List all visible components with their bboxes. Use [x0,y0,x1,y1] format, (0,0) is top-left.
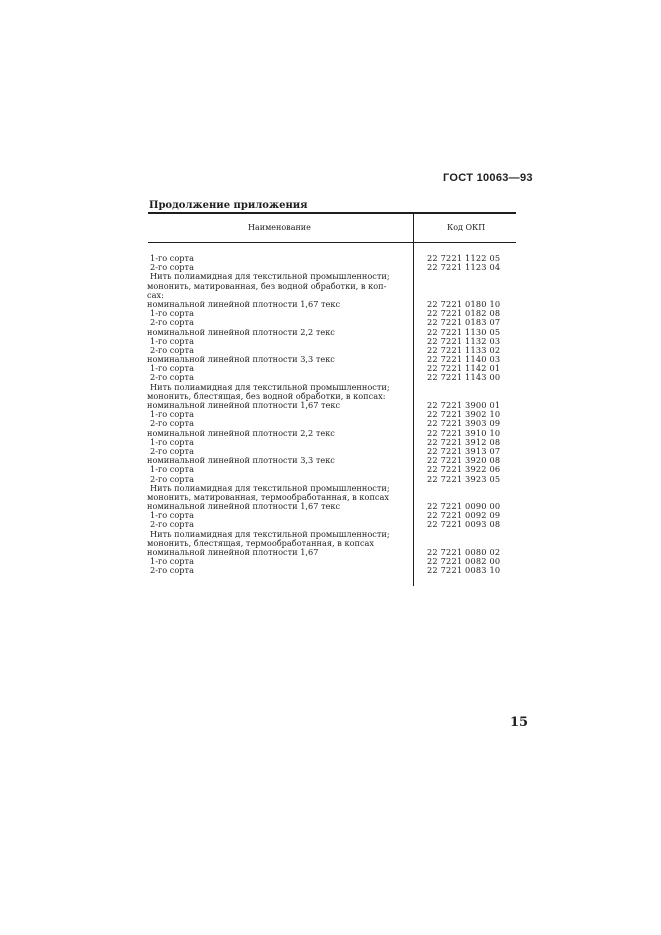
row-name: 2-го сорта [150,446,194,456]
table-row [147,566,517,575]
row-okp-code: 22 7221 3912 08 [427,436,501,447]
column-header-code: Код ОКП [447,223,486,232]
row-name: номинальной линейной плотности 3,3 текс [147,456,335,466]
row-name: номинальной линейной плотности 1,67 текс [147,401,341,410]
table-row [147,475,517,484]
row-okp-code [409,484,517,493]
row-name: номинальной линейной плотности 2,2 текс [147,428,335,438]
row-name: Нить полиамидная для текстильной промышленности; [150,272,390,282]
row-name: Нить полиамидная для текстильной промышленности; [150,382,390,392]
row-name: мононить, матированная, термообработанная, в копсах [147,492,389,502]
row-name: номинальной линейной плотности 1,67 текс [147,502,341,512]
row-okp-code: 22 7221 0182 08 [427,308,501,319]
table-row [147,530,517,539]
row-okp-code: 22 7221 0092 09 [427,510,501,521]
row-name: номинальной линейной плотности 3,3 текс [147,355,335,365]
row-okp-code: 22 7221 1132 03 [427,335,501,346]
table-header-rule [148,242,516,243]
row-name: сах: [147,290,164,300]
table-top-rule [148,212,516,214]
row-name: мононить, блестящая, термообработанная, в копсах [147,538,375,548]
row-name: 2-го сорта [150,373,194,383]
table-caption: Продолжение приложения [149,200,308,211]
row-name: 1-го сорта [150,557,194,567]
table-row [147,383,517,392]
row-name: 1-го сорта [150,437,194,447]
row-name: Нить полиамидная для текстильной промышленности; [150,529,390,539]
row-okp-code: 22 7221 0183 07 [427,317,501,328]
column-header-name: Наименование [248,223,311,232]
table-row [147,272,517,281]
row-name: 2-го сорта [150,566,194,576]
row-okp-code: 22 7221 0080 02 [427,547,501,557]
row-okp-code: 22 7221 3910 10 [427,427,501,438]
row-name: 2-го сорта [150,263,194,273]
row-okp-code: 22 7221 3923 05 [427,473,501,484]
row-name: 1-го сорта [150,336,194,346]
table-row [147,373,517,382]
row-okp-code: 22 7221 0093 08 [427,519,501,530]
row-okp-code: 22 7221 1143 00 [427,372,501,383]
row-okp-code: 22 7221 1140 03 [427,354,501,365]
row-okp-code: 22 7221 1122 05 [427,253,501,263]
row-name: 2-го сорта [150,345,194,355]
row-name: номинальной линейной плотности 1,67 [147,548,319,557]
row-name: 1-го сорта [150,410,194,420]
row-name: 1-го сорта [150,254,194,263]
row-okp-code: 22 7221 0083 10 [427,565,501,576]
row-okp-code [409,383,517,392]
row-okp-code: 22 7221 0082 00 [427,556,501,567]
row-name: 1-го сорта [150,511,194,521]
row-name: 2-го сорта [150,419,194,429]
row-name: 1-го сорта [150,364,194,374]
row-name: 2-го сорта [150,318,194,328]
row-name: номинальной линейной плотности 1,67 текс [147,299,341,309]
row-name: номинальной линейной плотности 2,2 текс [147,327,335,337]
row-name: мононить, матированная, без водной обработки, в коп- [147,281,387,291]
row-okp-code: 22 7221 3913 07 [427,445,501,456]
row-okp-code: 22 7221 0180 10 [427,298,501,309]
row-okp-code [409,282,517,291]
row-okp-code [409,530,517,539]
row-okp-code: 22 7221 3922 06 [427,464,501,475]
table-row [147,263,517,272]
row-okp-code: 22 7221 3900 01 [427,400,501,410]
table-row [147,484,517,493]
row-okp-code: 22 7221 1130 05 [427,326,501,337]
page-number: 15 [510,715,529,730]
row-okp-code [409,272,517,281]
row-name: мононить, блестящая, без водной обработки, в копсах: [147,391,386,401]
table-row [147,282,517,291]
row-name: 1-го сорта [150,309,194,319]
row-name: 2-го сорта [150,474,194,484]
row-name: 2-го сорта [150,520,194,530]
row-okp-code: 22 7221 1142 01 [427,363,501,374]
row-name: 1-го сорта [150,465,194,475]
table-row [147,520,517,529]
standard-code: ГОСТ 10063—93 [443,172,533,184]
row-okp-code: 22 7221 0090 00 [427,501,501,512]
row-okp-code: 22 7221 3920 08 [427,455,501,466]
row-name: Нить полиамидная для текстильной промышленности; [150,483,390,493]
row-okp-code: 22 7221 1133 02 [427,344,501,355]
row-okp-code: 22 7221 3903 09 [427,418,501,429]
row-okp-code: 22 7221 3902 10 [427,409,501,420]
row-okp-code: 22 7221 1123 04 [427,262,501,273]
table-body [147,254,517,576]
